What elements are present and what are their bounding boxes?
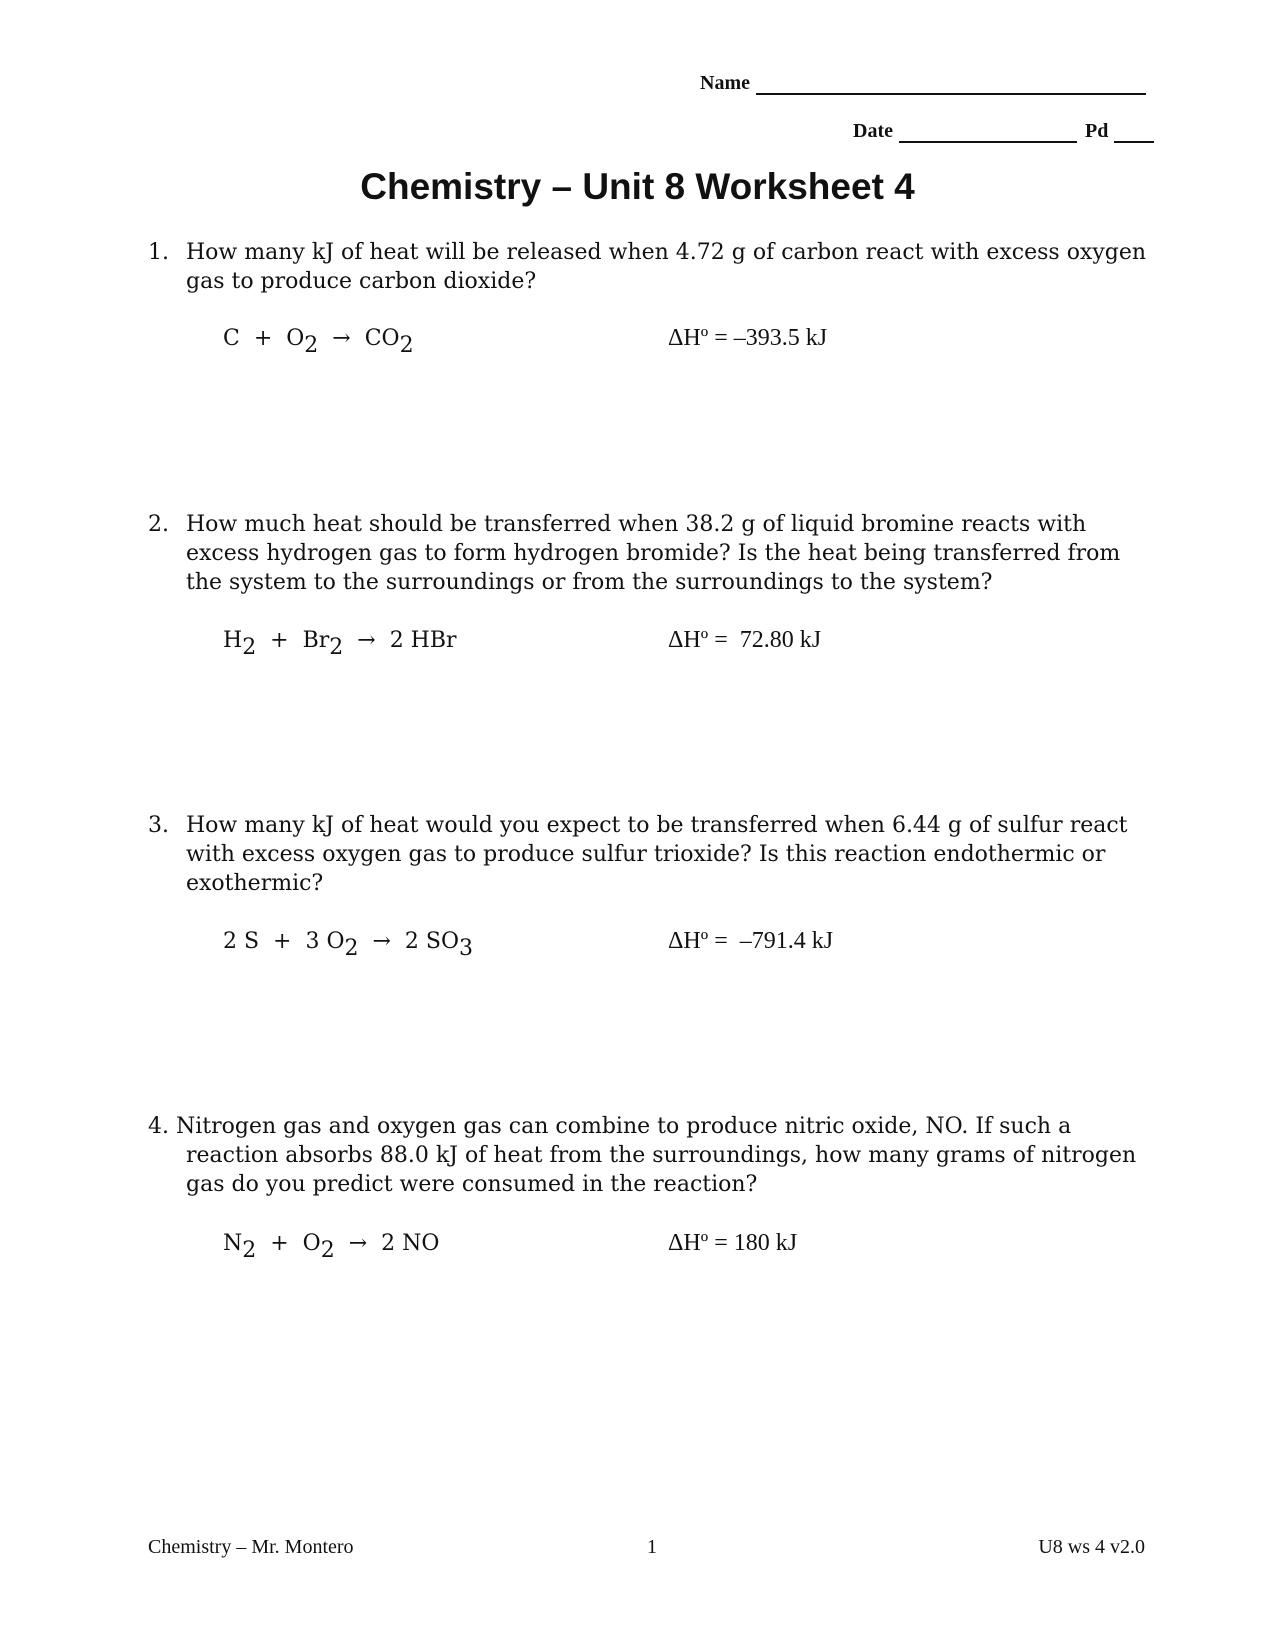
question-1	[148, 238, 1148, 296]
period-label: Pd	[1084, 120, 1109, 142]
name-label: Name	[700, 72, 750, 94]
footer-page-number: 1	[647, 1536, 657, 1558]
worksheet-title: Chemistry – Unit 8 Worksheet 4	[360, 166, 915, 207]
date-period-field	[853, 120, 1154, 143]
period-blank-line	[1114, 121, 1154, 143]
question-text: How many kJ of heat would you expect to be transferred when 6.44 g of sulfur react with excess oxygen gas to produce sulfur trioxide? Is this reaction endothermic or exothermic?	[186, 813, 1128, 896]
date-blank-line	[899, 121, 1077, 143]
question-number: 1.	[148, 240, 169, 265]
question-text: How many kJ of heat will be released when 4.72 g of carbon react with excess oxygen gas to produce carbon dioxide?	[186, 240, 1147, 294]
footer-course: Chemistry – Mr. Montero	[148, 1536, 354, 1558]
enthalpy-1: ΔHº = –393.5 kJ	[668, 325, 828, 351]
equation-3: 2 S + 3 $O_2 \to 2$ $SO_3$	[223, 929, 474, 961]
name-blank-line	[756, 73, 1146, 95]
question-3	[148, 811, 1148, 898]
question-number: 2.	[148, 512, 169, 537]
name-field	[700, 72, 1146, 95]
question-2	[148, 510, 1148, 597]
footer-version: U8 ws 4 v2.0	[1038, 1536, 1145, 1558]
enthalpy-2: ΔHº = 72.80 kJ	[668, 627, 822, 653]
equation-1: $C + O_2 \to CO_2$	[223, 326, 414, 358]
equation-4: $N_2 + O_2 \to 2$ NO	[223, 1231, 440, 1263]
question-text: 4. Nitrogen gas and oxygen gas can combine to produce nitric oxide, NO. If such a reaction absorbs 88.0 kJ of heat from the surroundings, how many grams of nitrogen gas do you predict were consumed in the reaction?	[148, 1114, 1137, 1197]
question-4	[148, 1112, 1148, 1199]
question-text: How much heat should be transferred when 38.2 g of liquid bromine reacts with excess hydrogen gas to form hydrogen bromide? Is the heat being transferred from the system to the surroundings or from the surroundings to the system?	[186, 512, 1121, 595]
enthalpy-3: ΔHº = –791.4 kJ	[668, 928, 834, 954]
enthalpy-4: ΔHº = 180 kJ	[668, 1230, 798, 1256]
question-number: 3.	[148, 813, 169, 838]
date-label: Date	[853, 120, 893, 142]
equation-2: $H_2 + Br_2 \to 2$ HBr	[223, 628, 457, 660]
